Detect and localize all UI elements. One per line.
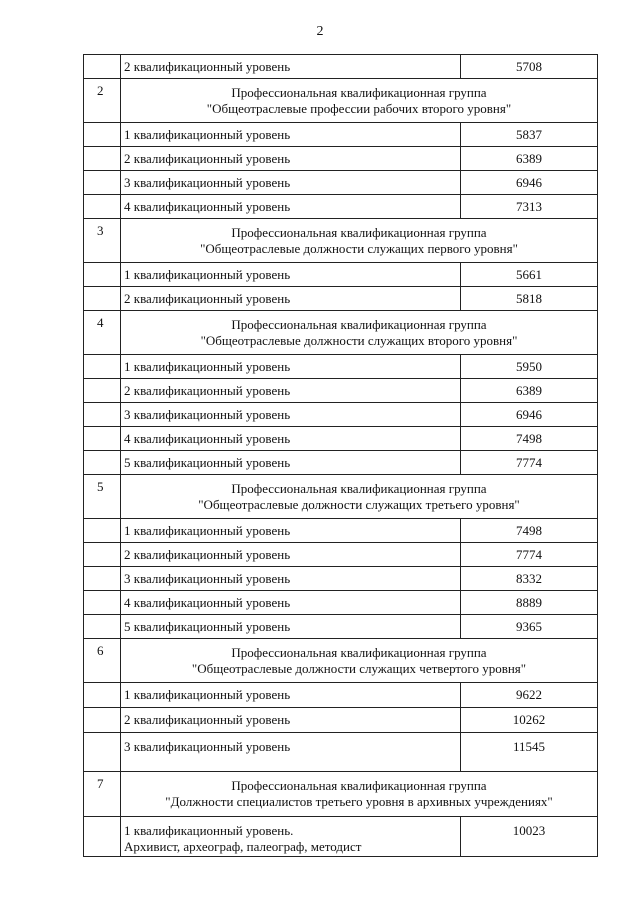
table-row (84, 195, 598, 219)
level-label: 2 квалификационный уровень (121, 55, 461, 79)
group-title-line1: Профессиональная квалификационная группа (231, 316, 487, 332)
group-title-line2: "Общеотраслевые должности служащих первого уровня" (200, 240, 518, 256)
group-title (121, 639, 598, 683)
number-cell (84, 591, 121, 615)
group-title-line2: "Общеотраслевые должности служащих второго уровня" (200, 332, 518, 348)
salary-value: 6389 (461, 147, 598, 171)
table-row (84, 591, 598, 615)
group-number: 4 (84, 311, 121, 355)
number-cell (84, 123, 121, 147)
salary-value: 9365 (461, 615, 598, 639)
number-cell (84, 817, 121, 857)
group-header-row (84, 639, 598, 683)
level-label: 4 квалификационный уровень (121, 427, 461, 451)
level-label: 1 квалификационный уровень (121, 263, 461, 287)
level-label: 5 квалификационный уровень (121, 451, 461, 475)
table-row (84, 427, 598, 451)
number-cell (84, 355, 121, 379)
table-row (84, 543, 598, 567)
group-title-line2: "Общеотраслевые профессии рабочих второго уровня" (206, 100, 512, 116)
group-header-row (84, 475, 598, 519)
level-label: 4 квалификационный уровень (121, 591, 461, 615)
level-label: 2 квалификационный уровень (121, 543, 461, 567)
number-cell (84, 195, 121, 219)
group-number: 2 (84, 79, 121, 123)
salary-value: 5818 (461, 287, 598, 311)
level-label: 1 квалификационный уровень (121, 123, 461, 147)
level-label: 1 квалификационный уровень (121, 355, 461, 379)
salary-value: 6389 (461, 379, 598, 403)
table-row (84, 403, 598, 427)
salary-table (83, 54, 598, 857)
number-cell (84, 733, 121, 772)
salary-value: 5837 (461, 123, 598, 147)
salary-value: 7498 (461, 519, 598, 543)
number-cell (84, 379, 121, 403)
number-cell (84, 171, 121, 195)
level-label (121, 817, 461, 857)
salary-value: 5950 (461, 355, 598, 379)
salary-value: 6946 (461, 403, 598, 427)
group-title-line2: "Общеотраслевые должности служащих третьего уровня" (198, 496, 520, 512)
group-title-line1: Профессиональная квалификационная группа (231, 84, 487, 100)
group-number: 7 (84, 772, 121, 817)
group-header-row (84, 311, 598, 355)
table-row (84, 287, 598, 311)
level-label: 2 квалификационный уровень (121, 708, 461, 733)
table-row (84, 683, 598, 708)
table-row (84, 615, 598, 639)
salary-value: 7774 (461, 543, 598, 567)
table-row (84, 519, 598, 543)
table-row (84, 147, 598, 171)
level-label: 3 квалификационный уровень (121, 171, 461, 195)
number-cell (84, 147, 121, 171)
level-label: 4 квалификационный уровень (121, 195, 461, 219)
table-row (84, 817, 598, 857)
level-label: 2 квалификационный уровень (121, 147, 461, 171)
page-number: 2 (316, 24, 324, 39)
table-row (84, 263, 598, 287)
number-cell (84, 451, 121, 475)
level-label: 1 квалификационный уровень (121, 683, 461, 708)
number-cell (84, 567, 121, 591)
group-header-row (84, 79, 598, 123)
number-cell (84, 55, 121, 79)
group-title-line1: Профессиональная квалификационная группа (231, 644, 487, 660)
table-row (84, 379, 598, 403)
table-row (84, 355, 598, 379)
number-cell (84, 615, 121, 639)
group-title (121, 219, 598, 263)
level-label: 2 квалификационный уровень (121, 287, 461, 311)
group-title-line1: Профессиональная квалификационная группа (231, 224, 487, 240)
group-number: 5 (84, 475, 121, 519)
group-number: 6 (84, 639, 121, 683)
number-cell (84, 708, 121, 733)
salary-value: 7774 (461, 451, 598, 475)
number-cell (84, 287, 121, 311)
table-row (84, 123, 598, 147)
number-cell (84, 519, 121, 543)
salary-value: 8332 (461, 567, 598, 591)
salary-value: 11545 (461, 733, 598, 772)
level-label-line2: Архивист, археограф, палеограф, методист (124, 839, 362, 854)
group-title (121, 475, 598, 519)
table-row (84, 171, 598, 195)
group-title-line1: Профессиональная квалификационная группа (231, 480, 487, 496)
table-row (84, 451, 598, 475)
level-label: 3 квалификационный уровень (121, 403, 461, 427)
salary-value: 7313 (461, 195, 598, 219)
salary-value: 8889 (461, 591, 598, 615)
table-row (84, 55, 598, 79)
salary-value: 7498 (461, 427, 598, 451)
group-header-row (84, 219, 598, 263)
level-label-line1: 1 квалификационный уровень. (124, 823, 294, 838)
number-cell (84, 403, 121, 427)
number-cell (84, 543, 121, 567)
group-title (121, 772, 598, 817)
level-label: 3 квалификационный уровень (121, 733, 461, 772)
group-number: 3 (84, 219, 121, 263)
number-cell (84, 683, 121, 708)
level-label: 2 квалификационный уровень (121, 379, 461, 403)
group-title-line1: Профессиональная квалификационная группа (231, 778, 487, 793)
salary-value: 5708 (461, 55, 598, 79)
salary-value: 6946 (461, 171, 598, 195)
salary-value: 5661 (461, 263, 598, 287)
number-cell (84, 427, 121, 451)
group-title-line2: "Должности специалистов третьего уровня в архивных учреждениях" (165, 794, 553, 809)
table-row (84, 708, 598, 733)
salary-value: 9622 (461, 683, 598, 708)
group-title (121, 79, 598, 123)
table-row (84, 567, 598, 591)
group-header-row (84, 772, 598, 817)
level-label: 3 квалификационный уровень (121, 567, 461, 591)
number-cell (84, 263, 121, 287)
salary-value: 10023 (461, 817, 598, 857)
level-label: 1 квалификационный уровень (121, 519, 461, 543)
salary-value: 10262 (461, 708, 598, 733)
table-row (84, 733, 598, 772)
group-title-line2: "Общеотраслевые должности служащих четвертого уровня" (191, 660, 527, 676)
group-title (121, 311, 598, 355)
level-label: 5 квалификационный уровень (121, 615, 461, 639)
